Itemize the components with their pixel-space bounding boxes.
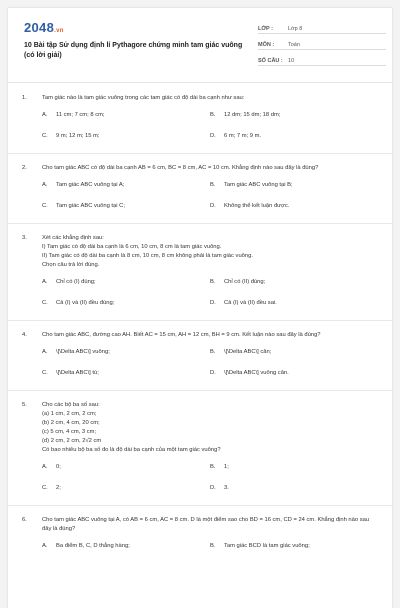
- option-letter: B.: [210, 112, 216, 118]
- question-divider: [8, 223, 392, 224]
- question-number: 4.: [22, 332, 27, 338]
- option-text: Ba điểm B, C, D thẳng hàng;: [56, 543, 130, 549]
- document-page: [8, 8, 392, 608]
- answer-option[interactable]: [210, 181, 378, 190]
- header-divider: [8, 82, 392, 83]
- option-letter: C.: [42, 133, 48, 139]
- answer-option[interactable]: [210, 202, 378, 211]
- option-letter: D.: [210, 485, 216, 491]
- question: [8, 234, 392, 321]
- option-letter: D.: [210, 203, 216, 209]
- question-number: 2.: [22, 165, 27, 171]
- meta-info: [258, 20, 386, 68]
- answer-option[interactable]: [210, 132, 378, 141]
- option-text: 9 m; 12 m; 15 m;: [56, 133, 100, 139]
- meta-row: [258, 20, 386, 34]
- answer-option[interactable]: [210, 278, 378, 287]
- option-letter: A.: [42, 279, 48, 285]
- answer-option[interactable]: [42, 463, 210, 472]
- option-text: Tam giác BCD là tam giác vuông;: [224, 543, 310, 549]
- option-letter: C.: [42, 203, 48, 209]
- option-text: Tam giác ABC vuông tại A;: [56, 182, 125, 188]
- question-number: 6.: [22, 517, 27, 523]
- question-text: Xét các khẳng định sau: I) Tam giác có độ dài ba cạnh là 6 cm, 10 cm, 8 cm là tam giác vuông. II) Tam giác có độ dài ba cạnh là 8 cm, 10 cm, 8 cm không phải là tam giác vuông. Chọn câu trả lời đúng.: [42, 235, 253, 268]
- question-number: 3.: [22, 235, 27, 241]
- logo-suffix: .vn: [54, 28, 64, 34]
- answer-option[interactable]: [210, 484, 378, 493]
- option-letter: A.: [42, 112, 48, 118]
- question-divider: [8, 505, 392, 506]
- question: [8, 331, 392, 391]
- document-header: [8, 8, 392, 70]
- question-text: Tam giác nào là tam giác vuông trong các tam giác có độ dài ba cạnh như sau:: [42, 95, 245, 101]
- logo-text: 2048: [24, 20, 55, 35]
- option-text: 11 cm; 7 cm; 8 cm;: [56, 112, 105, 118]
- option-text: 2;: [56, 485, 61, 491]
- answer-option[interactable]: [210, 369, 378, 378]
- option-text: \[\Delta ABC\] cân;: [224, 349, 272, 355]
- option-letter: C.: [42, 370, 48, 376]
- question-text: Cho tam giác ABC vuông tại A, có AB = 6 cm, AC = 8 cm. D là một điểm sao cho BD = 16 cm, CD = 24 cm. Khẳng định nào sau đây là đúng?: [42, 517, 370, 532]
- option-text: 1;: [224, 464, 229, 470]
- answer-option[interactable]: [42, 484, 210, 493]
- option-text: Chỉ có (II) đúng;: [224, 279, 266, 285]
- answer-option[interactable]: [42, 542, 210, 551]
- option-letter: A.: [42, 182, 48, 188]
- question-number: 1.: [22, 95, 27, 101]
- site-logo[interactable]: [24, 20, 64, 35]
- option-text: Tam giác ABC vuông tại B;: [224, 182, 293, 188]
- question: [8, 94, 392, 154]
- option-letter: A.: [42, 349, 48, 355]
- answer-option[interactable]: [42, 299, 210, 308]
- option-letter: D.: [210, 133, 216, 139]
- answer-option[interactable]: [210, 463, 378, 472]
- option-text: 0;: [56, 464, 61, 470]
- answer-option[interactable]: [210, 542, 378, 551]
- option-text: \[\Delta ABC\] vuông;: [56, 349, 110, 355]
- question: [8, 164, 392, 224]
- option-letter: B.: [210, 182, 216, 188]
- option-text: \[\Delta ABC\] vuông cân.: [224, 370, 289, 376]
- option-text: 6 m; 7 m; 9 m.: [224, 133, 262, 139]
- option-letter: A.: [42, 464, 48, 470]
- meta-label: MÔN :: [258, 42, 275, 48]
- meta-value: Lớp 8: [288, 26, 303, 32]
- question-divider: [8, 320, 392, 321]
- answer-option[interactable]: [42, 111, 210, 120]
- meta-row: [258, 52, 386, 66]
- option-text: Không thể kết luận được.: [224, 203, 290, 209]
- question: [8, 401, 392, 506]
- question-divider: [8, 153, 392, 154]
- question-divider: [8, 390, 392, 391]
- question-number: 5.: [22, 402, 27, 408]
- meta-label: SỐ CÂU :: [258, 58, 283, 64]
- question-text: Cho tam giác ABC có độ dài ba cạnh AB = 6 cm, BC = 8 cm, AC = 10 cm. Khẳng định nào sau đây là đúng?: [42, 165, 319, 171]
- option-text: 3.: [224, 485, 229, 491]
- question-list: [8, 94, 392, 563]
- document-title: 10 Bài tập Sử dụng định lí Pythagore chứng minh tam giác vuông (có lời giải): [24, 42, 243, 59]
- option-letter: D.: [210, 300, 216, 306]
- option-letter: C.: [42, 485, 48, 491]
- meta-label: LỚP :: [258, 26, 273, 32]
- option-letter: A.: [42, 543, 48, 549]
- option-letter: C.: [42, 300, 48, 306]
- option-text: Cả (I) và (II) đều sai.: [224, 300, 277, 306]
- question-text: Cho các bộ ba số sau: (a) 1 cm, 2 cm, 2 cm; (b) 2 cm, 4 cm, 20 cm; (c) 5 cm, 4 cm, 3 cm; (d) 2 cm, 2 cm, 2√2 cm Có bao nhiêu bộ ba số đo là độ dài ba cạnh của một tam giác vuông?: [42, 402, 221, 453]
- option-text: \[\Delta ABC\] tù;: [56, 370, 99, 376]
- answer-option[interactable]: [210, 299, 378, 308]
- answer-option[interactable]: [42, 132, 210, 141]
- option-letter: D.: [210, 370, 216, 376]
- answer-option[interactable]: [42, 181, 210, 190]
- option-letter: B.: [210, 279, 216, 285]
- answer-option[interactable]: [42, 348, 210, 357]
- answer-option[interactable]: [42, 369, 210, 378]
- option-letter: B.: [210, 543, 216, 549]
- answer-option[interactable]: [210, 111, 378, 120]
- answer-option[interactable]: [210, 348, 378, 357]
- meta-row: [258, 36, 386, 50]
- option-text: 12 dm; 15 dm; 18 dm;: [224, 112, 281, 118]
- option-letter: B.: [210, 464, 216, 470]
- option-letter: B.: [210, 349, 216, 355]
- option-text: Chỉ có (I) đúng;: [56, 279, 96, 285]
- option-text: Tam giác ABC vuông tại C;: [56, 203, 125, 209]
- question: [8, 516, 392, 563]
- answer-option[interactable]: [42, 278, 210, 287]
- question-text: Cho tam giác ABC, đường cao AH. Biết AC = 15 cm, AH = 12 cm, BH = 9 cm. Kết luận nào sau đây là đúng?: [42, 332, 321, 338]
- meta-value: 10: [288, 58, 295, 64]
- answer-option[interactable]: [42, 202, 210, 211]
- meta-value: Toán: [288, 42, 300, 48]
- option-text: Cả (I) và (II) đều đúng;: [56, 300, 115, 306]
